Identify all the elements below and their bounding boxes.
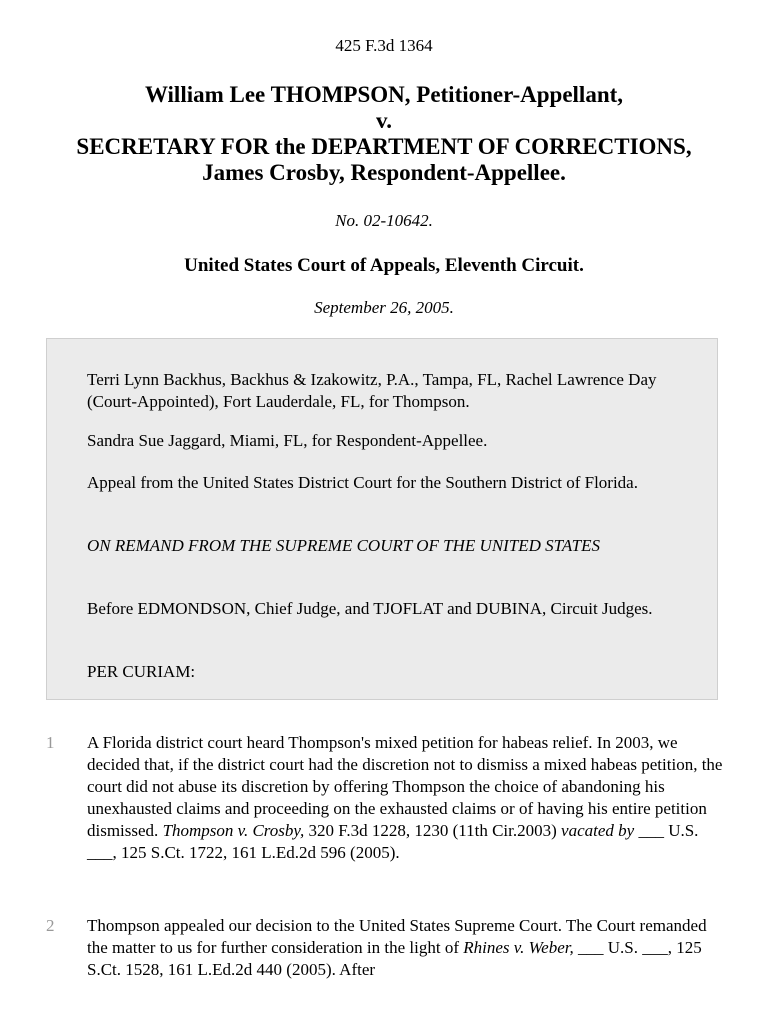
docket-number: No. 02-10642.: [335, 211, 433, 230]
appeal-from: Appeal from the United States District Court for the Southern District of Florida.: [87, 473, 638, 492]
court-name: United States Court of Appeals, Eleventh Circuit.: [184, 255, 584, 276]
decision-date: September 26, 2005.: [314, 298, 454, 317]
paragraph-text: [87, 732, 727, 864]
reporter-citation: 425 F.3d 1364: [335, 36, 433, 55]
appellee-name: SECRETARY FOR the DEPARTMENT OF CORRECTIONS,: [76, 134, 692, 159]
counsel-appellee: Sandra Sue Jaggard, Miami, FL, for Respondent-Appellee.: [87, 431, 488, 450]
paragraph-text-part: ___ U.S. ___, 125 S.Ct. 1528, 161 L.Ed.2d 440 (2005). After: [87, 938, 702, 979]
versus: v.: [376, 108, 392, 133]
remand-notice: ON REMAND FROM THE SUPREME COURT OF THE UNITED STATES: [87, 536, 600, 555]
paragraph-number: 2: [46, 916, 55, 935]
appellee-name-continued: James Crosby, Respondent-Appellee.: [202, 160, 566, 185]
case-name: Thompson v. Crosby,: [162, 821, 305, 840]
paragraph-text: [87, 915, 727, 981]
paragraph-text-part: Thompson appealed our decision to the United States Supreme Court. The Court remanded the matter to us for further consideration in the light of: [87, 916, 707, 957]
case-header-box: [46, 338, 718, 700]
counsel-appellant: Terri Lynn Backhus, Backhus & Izakowitz, P.A., Tampa, FL, Rachel Lawrence Day (Court-Appointed), Fort Lauderdale, FL, for Thompson.: [87, 370, 657, 411]
case-name: Rhines v. Weber,: [463, 938, 574, 957]
paragraph-text-part: A Florida district court heard Thompson's mixed petition for habeas relief. In 2003, we decided that, if the district court had the discretion not to dismiss a mixed habeas petition, the court did not abuse its discretion by offering Thompson the choice of abandoning his unexhausted claims and proceeding on the exhausted claims or of having his entire petition dismissed.: [87, 733, 723, 840]
case-caption: [0, 82, 768, 186]
paragraph-number: 1: [46, 733, 55, 752]
per-curiam: PER CURIAM:: [87, 662, 196, 681]
paragraph-text-part: ___ U.S. ___, 125 S.Ct. 1722, 161 L.Ed.2d 596 (2005).: [87, 821, 699, 862]
panel-judges: Before EDMONDSON, Chief Judge, and TJOFLAT and DUBINA, Circuit Judges.: [87, 599, 653, 618]
paragraph-text-part: 320 F.3d 1228, 1230 (11th Cir.2003): [304, 821, 562, 840]
appellant-name: William Lee THOMPSON, Petitioner-Appellant,: [144, 82, 624, 107]
citation-signal: vacated by: [561, 821, 635, 840]
